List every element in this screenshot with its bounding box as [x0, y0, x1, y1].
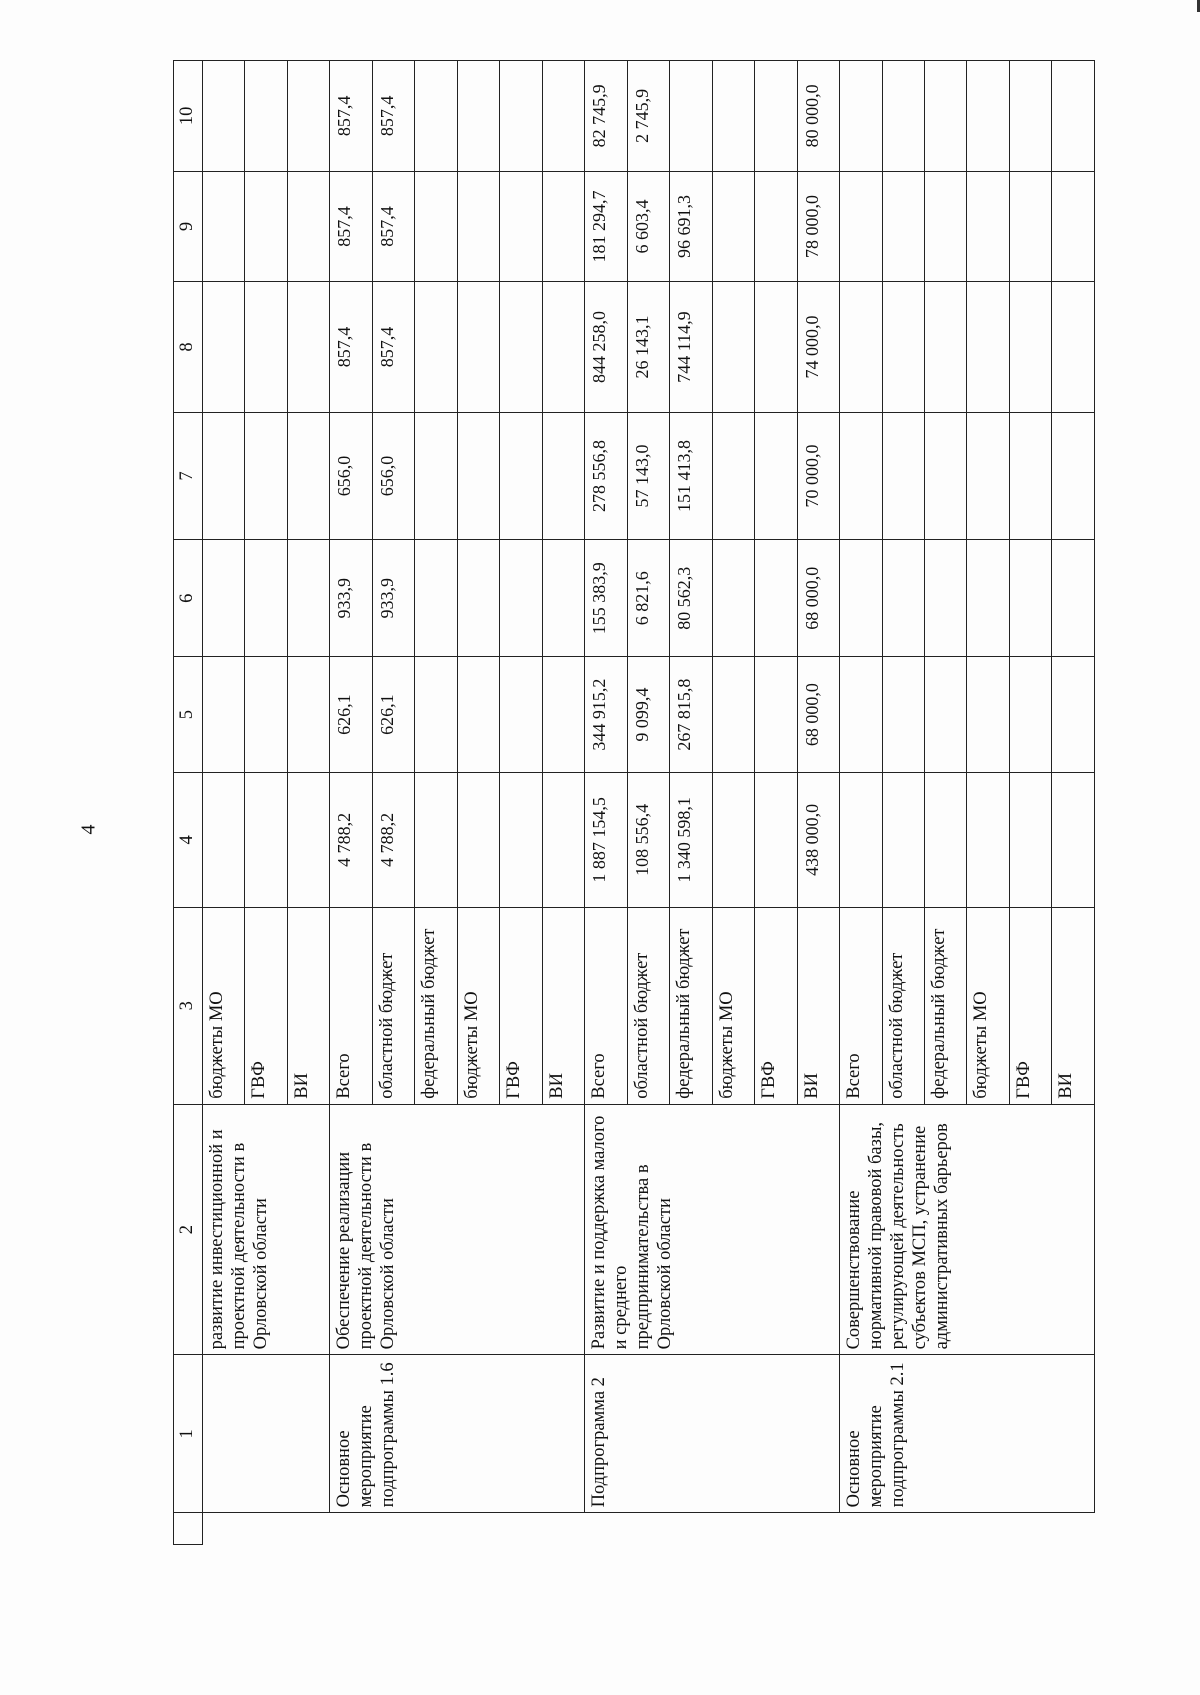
value-cell: 933,9: [372, 540, 414, 657]
value-cell: 96 691,3: [670, 171, 712, 282]
value-cell: [245, 171, 287, 282]
value-cell: [542, 61, 584, 172]
value-cell: 857,4: [330, 282, 372, 413]
value-cell: [755, 171, 797, 282]
value-cell: 278 556,8: [585, 412, 627, 539]
value-cell: [967, 282, 1009, 413]
value-cell: [245, 282, 287, 413]
row-group-description: Развитие и поддержка малого и среднего предпринимательства в Орловской области: [585, 1104, 840, 1355]
value-cell: 4 788,2: [372, 773, 414, 908]
spacer-cell: [797, 1513, 839, 1545]
value-cell: 857,4: [330, 171, 372, 282]
value-cell: [415, 171, 457, 282]
row-group-label: [203, 1355, 330, 1513]
funding-source-cell: ГВФ: [755, 907, 797, 1104]
spacer-cell: [712, 1513, 754, 1545]
value-cell: [1052, 282, 1095, 413]
header-cell: 2: [174, 1104, 203, 1355]
value-cell: 155 383,9: [585, 540, 627, 657]
value-cell: 9 099,4: [627, 657, 669, 773]
header-cell: 8: [174, 282, 203, 413]
value-cell: 57 143,0: [627, 412, 669, 539]
value-cell: 26 143,1: [627, 282, 669, 413]
table-row: [840, 61, 882, 1545]
value-cell: [882, 61, 924, 172]
value-cell: [1009, 412, 1051, 539]
value-cell: 656,0: [330, 412, 372, 539]
rotated-table-wrapper: [173, 60, 1095, 1545]
value-cell: [882, 282, 924, 413]
value-cell: [712, 61, 754, 172]
spacer-cell: [967, 1513, 1009, 1545]
funding-source-cell: ВИ: [1052, 907, 1095, 1104]
value-cell: [415, 282, 457, 413]
value-cell: 181 294,7: [585, 171, 627, 282]
value-cell: [245, 412, 287, 539]
value-cell: 4 788,2: [330, 773, 372, 908]
header-cell: 7: [174, 412, 203, 539]
value-cell: [840, 773, 882, 908]
value-cell: [924, 282, 966, 413]
value-cell: 1 887 154,5: [585, 773, 627, 908]
value-cell: [542, 773, 584, 908]
row-group-description: развитие инвестиционной и проектной деятельности в Орловской области: [203, 1104, 330, 1355]
header-cell: 10: [174, 61, 203, 172]
value-cell: [500, 773, 542, 908]
value-cell: [245, 657, 287, 773]
value-cell: [712, 773, 754, 908]
value-cell: [415, 773, 457, 908]
value-cell: [287, 412, 329, 539]
spacer-cell: [500, 1513, 542, 1545]
page-number: 4: [77, 824, 100, 835]
value-cell: [840, 61, 882, 172]
spacer-cell: [1052, 1513, 1095, 1545]
value-cell: [924, 657, 966, 773]
spacer-cell: [924, 1513, 966, 1545]
value-cell: [287, 657, 329, 773]
value-cell: [967, 61, 1009, 172]
spacer-cell: [415, 1513, 457, 1545]
value-cell: 80 000,0: [797, 61, 839, 172]
spacer-cell: [330, 1513, 372, 1545]
value-cell: [457, 540, 499, 657]
value-cell: [203, 61, 245, 172]
value-cell: [1052, 171, 1095, 282]
value-cell: [415, 412, 457, 539]
value-cell: [1009, 773, 1051, 908]
value-cell: [287, 282, 329, 413]
value-cell: [840, 412, 882, 539]
value-cell: [1009, 657, 1051, 773]
value-cell: [457, 61, 499, 172]
value-cell: [840, 657, 882, 773]
value-cell: [245, 61, 287, 172]
value-cell: 6 821,6: [627, 540, 669, 657]
value-cell: [712, 412, 754, 539]
value-cell: [542, 171, 584, 282]
value-cell: [1052, 61, 1095, 172]
funding-source-cell: бюджеты МО: [712, 907, 754, 1104]
funding-source-cell: Всего: [585, 907, 627, 1104]
value-cell: 656,0: [372, 412, 414, 539]
value-cell: [1052, 412, 1095, 539]
value-cell: 438 000,0: [797, 773, 839, 908]
funding-source-cell: областной бюджет: [627, 907, 669, 1104]
value-cell: [457, 282, 499, 413]
value-cell: [500, 657, 542, 773]
row-group-description: Совершенствование нормативной правовой базы, регулирующей деятельность субъектов МСП, устранение административных барьеров: [840, 1104, 1095, 1355]
value-cell: [882, 540, 924, 657]
value-cell: [967, 773, 1009, 908]
funding-source-cell: Всего: [840, 907, 882, 1104]
value-cell: 933,9: [330, 540, 372, 657]
funding-source-cell: бюджеты МО: [203, 907, 245, 1104]
row-group-label: Основное мероприятие подпрограммы 2.1: [840, 1355, 1095, 1513]
value-cell: [755, 773, 797, 908]
value-cell: [203, 540, 245, 657]
value-cell: [967, 540, 1009, 657]
value-cell: [1009, 540, 1051, 657]
value-cell: [924, 171, 966, 282]
value-cell: [245, 773, 287, 908]
value-cell: 6 603,4: [627, 171, 669, 282]
header-cell: [174, 1513, 203, 1545]
funding-source-cell: ГВФ: [1009, 907, 1051, 1104]
value-cell: 857,4: [372, 171, 414, 282]
value-cell: [670, 61, 712, 172]
value-cell: [840, 540, 882, 657]
spacer-cell: [1009, 1513, 1051, 1545]
value-cell: [457, 657, 499, 773]
row-group-label: Подпрограмма 2: [585, 1355, 840, 1513]
value-cell: [1052, 773, 1095, 908]
header-row: [174, 61, 203, 1545]
table-row: [330, 61, 372, 1545]
funding-source-cell: ВИ: [542, 907, 584, 1104]
funding-source-cell: федеральный бюджет: [415, 907, 457, 1104]
value-cell: [1052, 657, 1095, 773]
value-cell: [203, 773, 245, 908]
funding-source-cell: областной бюджет: [372, 907, 414, 1104]
value-cell: [755, 657, 797, 773]
value-cell: [840, 171, 882, 282]
value-cell: [755, 282, 797, 413]
value-cell: [542, 412, 584, 539]
value-cell: [287, 61, 329, 172]
funding-source-cell: Всего: [330, 907, 372, 1104]
value-cell: [924, 61, 966, 172]
value-cell: [967, 171, 1009, 282]
row-group-description: Обеспечение реализации проектной деятельности в Орловской области: [330, 1104, 585, 1355]
value-cell: 844 258,0: [585, 282, 627, 413]
value-cell: [500, 412, 542, 539]
spacer-cell: [882, 1513, 924, 1545]
header-cell: 3: [174, 907, 203, 1104]
value-cell: [500, 61, 542, 172]
value-cell: 744 114,9: [670, 282, 712, 413]
value-cell: [415, 61, 457, 172]
value-cell: 857,4: [372, 282, 414, 413]
value-cell: 82 745,9: [585, 61, 627, 172]
value-cell: 78 000,0: [797, 171, 839, 282]
funding-source-cell: бюджеты МО: [967, 907, 1009, 1104]
value-cell: [287, 171, 329, 282]
spacer-cell: [287, 1513, 329, 1545]
value-cell: [415, 540, 457, 657]
value-cell: 626,1: [330, 657, 372, 773]
value-cell: [287, 773, 329, 908]
value-cell: [967, 412, 1009, 539]
value-cell: [457, 412, 499, 539]
header-cell: 4: [174, 773, 203, 908]
value-cell: [924, 773, 966, 908]
spacer-cell: [840, 1513, 882, 1545]
value-cell: [203, 412, 245, 539]
spacer-cell: [203, 1513, 245, 1545]
value-cell: 151 413,8: [670, 412, 712, 539]
funding-source-cell: федеральный бюджет: [670, 907, 712, 1104]
value-cell: [1052, 540, 1095, 657]
value-cell: [203, 282, 245, 413]
value-cell: [203, 171, 245, 282]
value-cell: [203, 657, 245, 773]
funding-source-cell: областной бюджет: [882, 907, 924, 1104]
spacer-cell: [372, 1513, 414, 1545]
value-cell: 68 000,0: [797, 657, 839, 773]
value-cell: [1009, 171, 1051, 282]
value-cell: 1 340 598,1: [670, 773, 712, 908]
funding-source-cell: ГВФ: [245, 907, 287, 1104]
row-group-label: Основное мероприятие подпрограммы 1.6: [330, 1355, 585, 1513]
value-cell: 267 815,8: [670, 657, 712, 773]
value-cell: [967, 657, 1009, 773]
spacer-cell: [670, 1513, 712, 1545]
value-cell: [457, 171, 499, 282]
table-body: [174, 61, 1095, 1545]
value-cell: [457, 773, 499, 908]
spacer-cell: [542, 1513, 584, 1545]
table-row: [585, 61, 627, 1545]
value-cell: [500, 282, 542, 413]
value-cell: [755, 412, 797, 539]
value-cell: 344 915,2: [585, 657, 627, 773]
value-cell: [882, 657, 924, 773]
funding-source-cell: ГВФ: [500, 907, 542, 1104]
value-cell: [500, 171, 542, 282]
value-cell: [712, 282, 754, 413]
spacer-cell: [585, 1513, 627, 1545]
value-cell: [712, 540, 754, 657]
value-cell: 626,1: [372, 657, 414, 773]
header-cell: 5: [174, 657, 203, 773]
value-cell: [415, 657, 457, 773]
value-cell: 70 000,0: [797, 412, 839, 539]
value-cell: 108 556,4: [627, 773, 669, 908]
value-cell: [882, 171, 924, 282]
value-cell: [924, 540, 966, 657]
header-cell: 9: [174, 171, 203, 282]
value-cell: [712, 657, 754, 773]
value-cell: [924, 412, 966, 539]
spacer-cell: [457, 1513, 499, 1545]
funding-source-cell: ВИ: [797, 907, 839, 1104]
value-cell: 68 000,0: [797, 540, 839, 657]
header-cell: 1: [174, 1355, 203, 1513]
spacer-cell: [627, 1513, 669, 1545]
value-cell: [1009, 282, 1051, 413]
table-row: [203, 61, 245, 1545]
value-cell: [882, 773, 924, 908]
value-cell: [840, 282, 882, 413]
spacer-cell: [755, 1513, 797, 1545]
value-cell: [542, 282, 584, 413]
value-cell: 2 745,9: [627, 61, 669, 172]
spacer-cell: [245, 1513, 287, 1545]
value-cell: [245, 540, 287, 657]
value-cell: [1009, 61, 1051, 172]
funding-source-cell: федеральный бюджет: [924, 907, 966, 1104]
budget-table: [173, 60, 1095, 1545]
funding-source-cell: бюджеты МО: [457, 907, 499, 1104]
value-cell: [882, 412, 924, 539]
value-cell: 857,4: [330, 61, 372, 172]
funding-source-cell: ВИ: [287, 907, 329, 1104]
value-cell: [755, 540, 797, 657]
value-cell: [542, 540, 584, 657]
header-cell: 6: [174, 540, 203, 657]
value-cell: [712, 171, 754, 282]
value-cell: [500, 540, 542, 657]
value-cell: 74 000,0: [797, 282, 839, 413]
value-cell: [542, 657, 584, 773]
value-cell: 80 562,3: [670, 540, 712, 657]
value-cell: 857,4: [372, 61, 414, 172]
value-cell: [287, 540, 329, 657]
value-cell: [755, 61, 797, 172]
